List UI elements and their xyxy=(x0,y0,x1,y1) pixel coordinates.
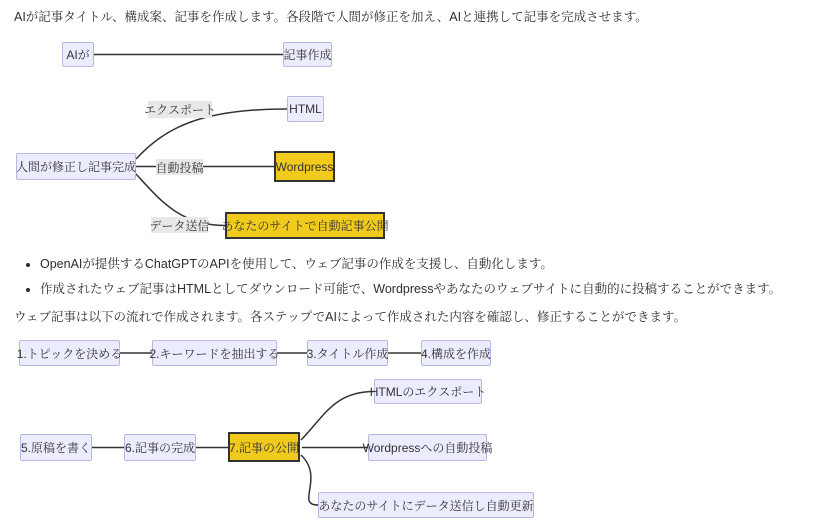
d4-step-5: 5.原稿を書く xyxy=(20,434,92,461)
feature-bullet-list xyxy=(22,254,781,304)
d2-root-node: 人間が修正し記事完成 xyxy=(16,153,136,180)
d2-node-your-site: あなたのサイトで自動記事公開 xyxy=(225,212,385,239)
d2-edge-label-export: エクスポート xyxy=(144,103,216,117)
d1-node-article: 記事作成 xyxy=(283,42,332,67)
intro-paragraph: AIが記事タイトル、構成案、記事を作成します。各段階で人間が修正を加え、AIと連携して記事を完成させます。 xyxy=(14,10,648,24)
flow-intro-paragraph: ウェブ記事は以下の流れで作成されます。各ステップでAIによって作成された内容を確認し、修正することができます。 xyxy=(14,310,686,324)
d3-step-2: 2.キーワードを抽出する xyxy=(152,340,277,366)
d1-node-ai: AIが xyxy=(62,42,94,67)
d4-branch-wordpress: Wordpressへの自動投稿 xyxy=(368,434,487,461)
d4-branch-html-export: HTMLのエクスポート xyxy=(374,379,482,404)
d2-node-html: HTML xyxy=(287,96,324,122)
edge-d4-site xyxy=(301,455,318,505)
d3-step-3: 3.タイトル作成 xyxy=(307,340,388,366)
bullet-item-export: • 作成されたウェブ記事はHTMLとしてダウンロード可能で、Wordpressやあなたのウェブサイトに自動的に投稿することができます。 xyxy=(40,279,781,297)
d2-edge-label-autopost: 自動投稿 xyxy=(155,160,204,175)
d2-edge-label-datasend: データ送信 xyxy=(149,218,210,233)
d3-step-1: 1.トピックを決める xyxy=(19,340,120,366)
d3-step-4: 4.構成を作成 xyxy=(421,340,491,366)
d2-node-wordpress: Wordpress xyxy=(274,151,335,182)
edge-d4-html xyxy=(301,392,374,441)
bullet-item-api: • OpenAIが提供するChatGPTのAPIを使用して、ウェブ記事の作成を支援し、自動化します。 xyxy=(40,254,781,272)
d4-step-7: 7.記事の公開 xyxy=(228,432,300,462)
d4-branch-your-site: あなたのサイトにデータ送信し自動更新 xyxy=(318,492,534,518)
d4-step-6: 6.記事の完成 xyxy=(124,434,196,461)
